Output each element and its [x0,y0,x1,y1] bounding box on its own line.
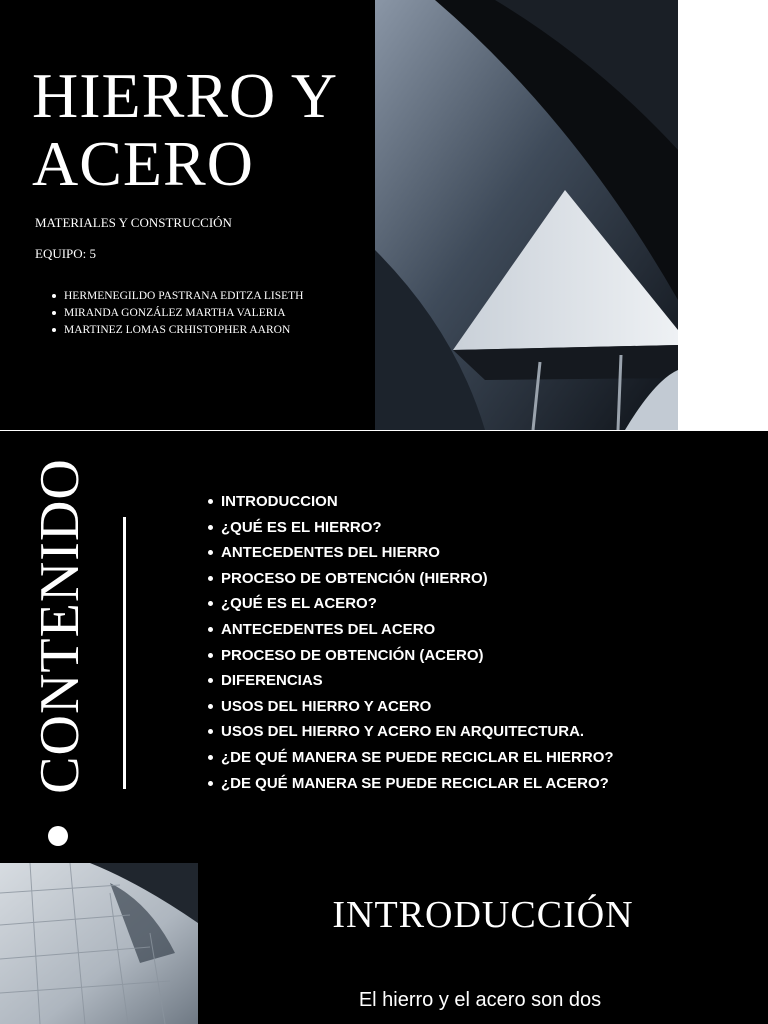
introduction-heading: INTRODUCCIÓN [332,894,634,936]
member-list [50,288,303,339]
course-subtitle: MATERIALES Y CONSTRUCCIÓN [35,215,232,230]
architecture-photo [375,0,678,430]
contents-item: ANTECEDENTES DEL ACERO [207,617,614,643]
contents-item: USOS DEL HIERRO Y ACERO EN ARQUITECTURA. [207,719,614,745]
contents-item: DIFERENCIAS [207,668,614,694]
contents-item: ¿QUÉ ES EL ACERO? [207,591,614,617]
main-title [32,62,338,198]
contents-item: USOS DEL HIERRO Y ACERO [207,694,614,720]
contents-item: ANTECEDENTES DEL HIERRO [207,540,614,566]
member-item: HERMENEGILDO PASTRANA EDITZA LISETH [50,288,303,305]
introduction-paragraph: El hierro y el acero son dos [358,989,602,1011]
title-line-2: ACERO [32,128,254,199]
contents-item: ¿QUÉ ES EL HIERRO? [207,515,614,541]
contents-slide [0,431,768,863]
contents-item: ¿DE QUÉ MANERA SE PUEDE RECICLAR EL HIERRO? [207,745,614,771]
member-item: MIRANDA GONZÁLEZ MARTHA VALERIA [50,305,303,322]
contents-item: PROCESO DE OBTENCIÓN (HIERRO) [207,566,614,592]
decorative-dot [48,826,68,846]
contents-title: CONTENIDO [29,458,91,794]
contents-item: PROCESO DE OBTENCIÓN (ACERO) [207,643,614,669]
divider-line [123,517,126,789]
title-line-1: HIERRO Y [32,60,339,131]
metal-facade-photo [0,863,198,1024]
team-label: EQUIPO: 5 [35,246,97,261]
title-slide [0,0,678,430]
member-item: MARTINEZ LOMAS CRHISTOPHER AARON [50,322,303,339]
introduction-slide [0,863,768,1024]
contents-item: INTRODUCCION [207,489,614,515]
contents-item: ¿DE QUÉ MANERA SE PUEDE RECICLAR EL ACERO? [207,771,614,797]
contents-list [207,489,614,796]
